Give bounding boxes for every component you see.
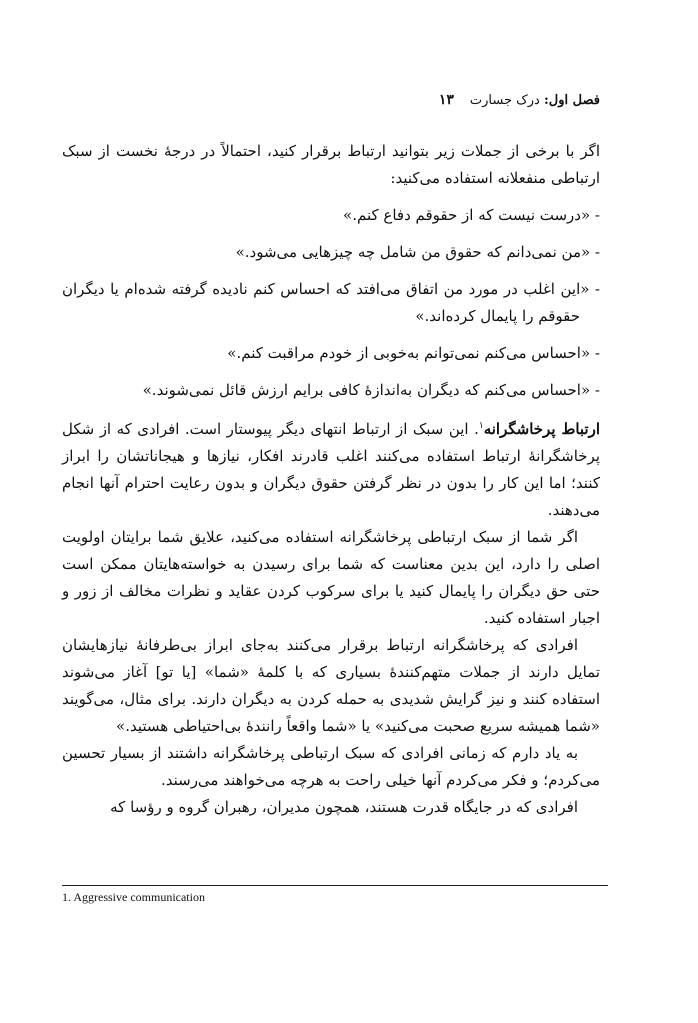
- intro-paragraph: اگر با برخی از جملات زیر بتوانید ارتباط برقرار کنید، احتمالاً در درجۀ نخست از سبک ارتباطی منفعلانه استفاده می‌کنید:: [62, 142, 600, 187]
- paragraph: به یاد دارم که زمانی افرادی که سبک ارتباطی پرخاشگرانه داشتند از بسیار تحسین می‌کردم؛ و فکر می‌کردم آنها خیلی راحت به هرچه می‌خواهند می‌رسند.: [62, 744, 600, 789]
- paragraph: افرادی که پرخاشگرانه ارتباط برقرار می‌کنند به‌جای ابراز بی‌طرفانۀ نیازهایشان تمایل دارند از جملات متهم‌کنندۀ بسیاری که با کلمۀ «شما» [یا تو] آغاز می‌شوند استفاده کنند و نیز گرایش شدیدی به حمله کردن به دیگران دارند. برای مثال، می‌گویند «شما همیشه سریع صحبت می‌کنید» یا «شما واقعاً رانندۀ بی‌احتیاطی هستید.»: [62, 636, 600, 735]
- page-body: [62, 138, 600, 821]
- page-number: ۱۳: [438, 92, 454, 108]
- chapter-title: درک جسارت: [469, 93, 540, 108]
- footnote-divider: [62, 885, 608, 886]
- running-header: [98, 92, 600, 108]
- list-item: - «درست نیست که از حقوقم دفاع کنم.»: [343, 206, 600, 224]
- footnote-marker: ۱: [478, 421, 484, 431]
- paragraph: اگر شما از سبک ارتباطی پرخاشگرانه استفاده می‌کنید، علایق شما برایتان اولویت اصلی را دارد، این بدین معناست که شما برای رسیدن به خواسته‌هایتان ممکن است حتی حق دیگران را پایمال کنید یا برای سرکوب کردن عقاید و نظرات مخالف از زور و اجبار استفاده کنید.: [62, 528, 600, 627]
- chapter-label: [470, 93, 600, 108]
- chapter-number: فصل اول:: [544, 93, 600, 108]
- list-item: - «احساس می‌کنم که دیگران به‌اندازۀ کافی برایم ارزش قائل نمی‌شوند.»: [142, 381, 600, 399]
- list-item: - «احساس می‌کنم نمی‌توانم به‌خوبی از خودم مراقبت کنم.»: [227, 344, 600, 362]
- footnote: 1. Aggressive communication: [62, 890, 205, 904]
- list-item: - «این اغلب در مورد من اتفاق می‌افتد که احساس کنم نادیده گرفته شده‌ام یا دیگران حقوقم را پایمال کرده‌اند.»: [62, 280, 600, 325]
- paragraph: افرادی که در جایگاه قدرت هستند، همچون مدیران، رهبران گروه و رؤسا که: [110, 798, 578, 816]
- list-item: - «من نمی‌دانم که حقوق من شامل چه چیزهایی می‌شود.»: [235, 243, 600, 261]
- aggressive-communication-paragraph: [62, 416, 600, 524]
- paragraph-text: . این سبک از ارتباط انتهای دیگر پیوستار است. افرادی که از شکل پرخاشگرانۀ ارتباط استفاده می‌کنند اغلب قادرند افکار، نیازها و هیجاناتشان را ابراز کنند؛ اما این کار را بدون در نظر گرفتن حقوق دیگران و بدون رعایت احترام آنها انجام می‌دهند.: [62, 420, 600, 519]
- section-term: ارتباط پرخاشگرانه: [483, 420, 600, 438]
